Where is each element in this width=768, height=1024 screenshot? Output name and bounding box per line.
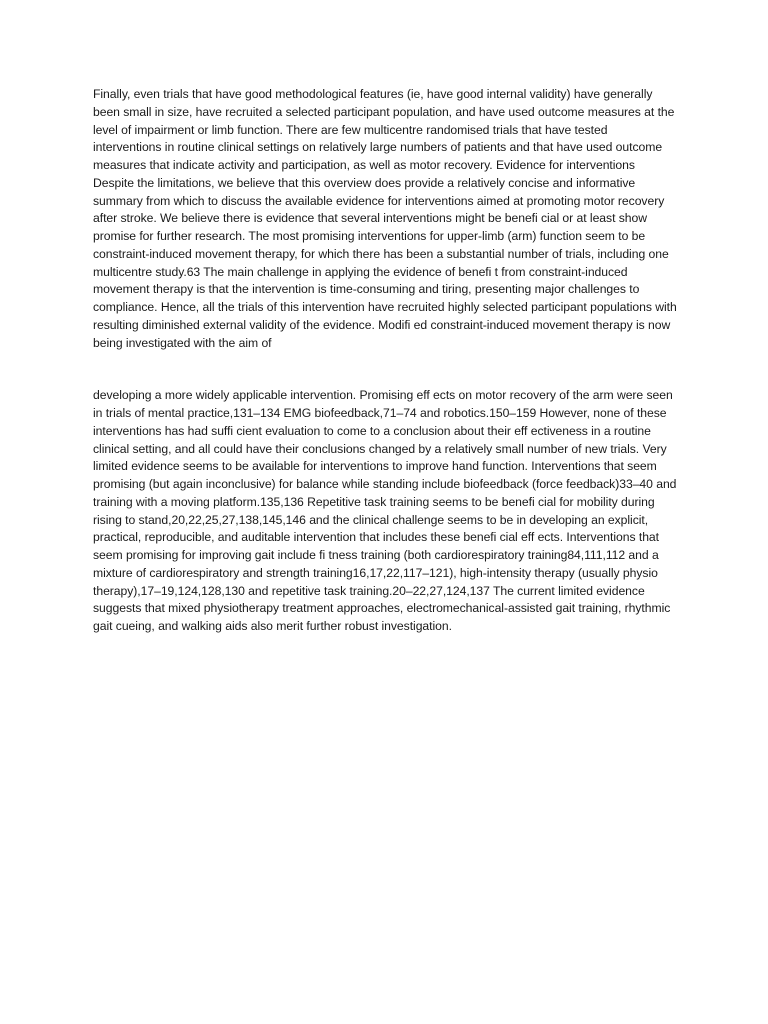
body-paragraph-2: developing a more widely applicable intervention. Promising eff ects on motor recovery of the arm were seen in trials of mental practice,131–134 EMG biofeedback,71–74 and robotics.150–159 However, none of these interventions has had suffi cient evaluation to come to a conclusion about their eff ectiveness in a routine clinical setting, and all could have their conclusions changed by a relatively small number of new trials. Very limited evidence seems to be available for interventions to improve hand function. Interventions that seem promising (but again inconclusive) for balance while standing include biofeedback (force feedback)33–40 and training with a moving platform.135,136 Repetitive task training seems to be benefi cial for mobility during rising to stand,20,22,25,27,138,145,146 and the clinical challenge seems to be in developing an explicit, practical, reproducible, and auditable intervention that includes these benefi cial eff ects. Interventions that seem promising for improving gait include fi tness training (both cardiorespiratory training84,111,112 and a mixture of cardiorespiratory and strength training16,17,22,117–121), high-intensity therapy (usually physio therapy),17–19,124,128,130 and repetitive task training.20–22,27,124,137 The current limited evidence suggests that mixed physiotherapy treatment approaches, electromechanical-assisted gait training, rhythmic gait cueing, and walking aids also merit further robust investigation. — [93, 388, 677, 633]
document-page — [93, 86, 678, 636]
body-paragraph-1: Finally, even trials that have good methodological features (ie, have good internal validity) have generally been small in size, have recruited a selected participant population, and have used outcome measures at the level of impairment or limb function. There are few multicentre randomised trials that have tested interventions in routine clinical settings on relatively large numbers of patients and that have used outcome measures that indicate activity and participation, as well as motor recovery. Evidence for interventions Despite the limitations, we believe that this overview does provide a relatively concise and informative summary from which to discuss the available evidence for interventions aimed at promoting motor recovery after stroke. We believe there is evidence that several interventions might be benefi cial or at least show promise for further research. The most promising interventions for upper-limb (arm) function seem to be constraint-induced movement therapy, for which there has been a substantial number of trials, including one multicentre study.63 The main challenge in applying the evidence of benefi t from constraint-induced movement therapy is that the intervention is time-consuming and tiring, presenting major challenges to compliance. Hence, all the trials of this intervention have recruited highly selected participant populations with resulting diminished external validity of the evidence. Modifi ed constraint-induced movement therapy is now being investigated with the aim of — [93, 87, 677, 350]
